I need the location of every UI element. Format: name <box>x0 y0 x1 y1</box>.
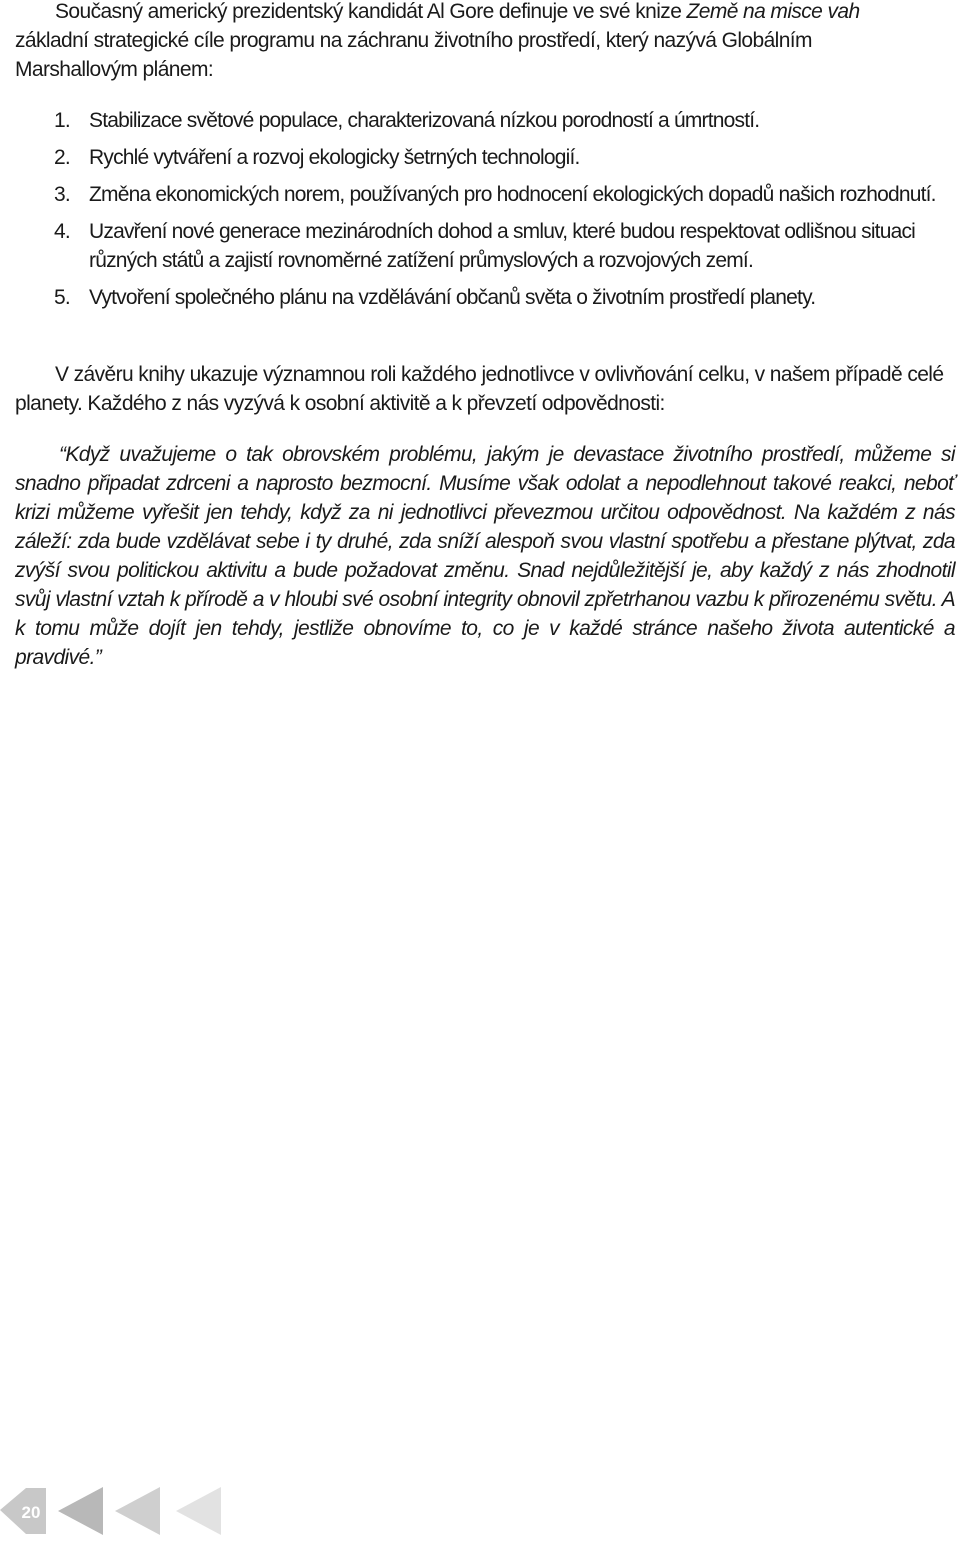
goal-number: 5. <box>54 286 70 309</box>
intro-text-before-title: Současný americký prezidentský kandidát Al Gore definuje ve své knize <box>55 0 687 23</box>
goal-number: 1. <box>54 109 70 132</box>
goal-text: Vytvoření společného plánu na vzdělávání občanů světa o životním prostředí planety. <box>89 286 816 309</box>
intro-paragraph <box>0 0 915 84</box>
page-footer <box>0 1482 240 1541</box>
goal-item <box>15 283 955 312</box>
conclusion-paragraph <box>15 360 955 418</box>
goal-item <box>15 106 955 135</box>
back-arrow-icon <box>58 1487 103 1535</box>
quote-paragraph <box>15 440 955 672</box>
goals-list <box>15 106 955 312</box>
book-title: Země na misce vah <box>686 0 860 23</box>
intro-text-after-title: základní strategické cíle programu na záchranu životního prostředí, který nazývá Globálním Marshallovým plánem: <box>15 29 812 81</box>
goal-text: Stabilizace světové populace, charakterizovaná nízkou porodností a úmrtností. <box>89 109 760 132</box>
back-arrow-icon <box>115 1487 160 1535</box>
goal-number: 2. <box>54 146 70 169</box>
conclusion-text: V závěru knihy ukazuje významnou roli každého jednotlivce v ovlivňování celku, v našem případě celé planety. Každého z nás vyzývá k osobní aktivitě a k převzetí odpovědnosti: <box>15 363 944 415</box>
goal-text: Uzavření nové generace mezinárodních dohod a smluv, které budou respektovat odlišnou situaci různých států a zajistí rovnoměrné zatížení průmyslových a rozvojových zemí. <box>89 220 916 272</box>
goal-item <box>15 143 955 172</box>
goal-item <box>15 180 955 209</box>
page-content <box>15 0 955 672</box>
back-arrow-icon <box>176 1487 221 1535</box>
goal-text: Změna ekonomických norem, používaných pro hodnocení ekologických dopadů našich rozhodnutí. <box>89 183 936 206</box>
goal-item <box>15 217 955 275</box>
goal-number: 4. <box>54 220 70 243</box>
goal-number: 3. <box>54 183 70 206</box>
quote-text: “Když uvažujeme o tak obrovském problému, jakým je devastace životního prostředí, můžeme si snadno připadat zdrceni a naprosto bezmocní. Musíme však odolat a nepodlehnout takové reakci, neboť krizi můžeme vyřešit jen tehdy, když za ni jednotlivci převezmou určitou odpovědnost. Na každém z nás záleží: zda bude vzdělávat sebe i ty druhé, zda sníží alespoň svou vlastní spotřebu a přestane plýtvat, zda zvýší svou politickou aktivitu a bude požadovat změnu. Snad nejdůležitější je, aby každý z nás zhodnotil svůj vlastní vztah k přírodě a v hloubi své osobní integrity obnovil zpřetrhanou vazbu k přirozenému světu. A k tomu může dojít jen tehdy, jestliže obnovíme to, co je v každé stránce našeho života autentické a pravdivé.” <box>15 443 955 669</box>
goal-text: Rychlé vytváření a rozvoj ekologicky šetrných technologií. <box>89 146 580 169</box>
footer-graphic <box>0 1482 240 1541</box>
page-number: 20 <box>21 1503 41 1522</box>
